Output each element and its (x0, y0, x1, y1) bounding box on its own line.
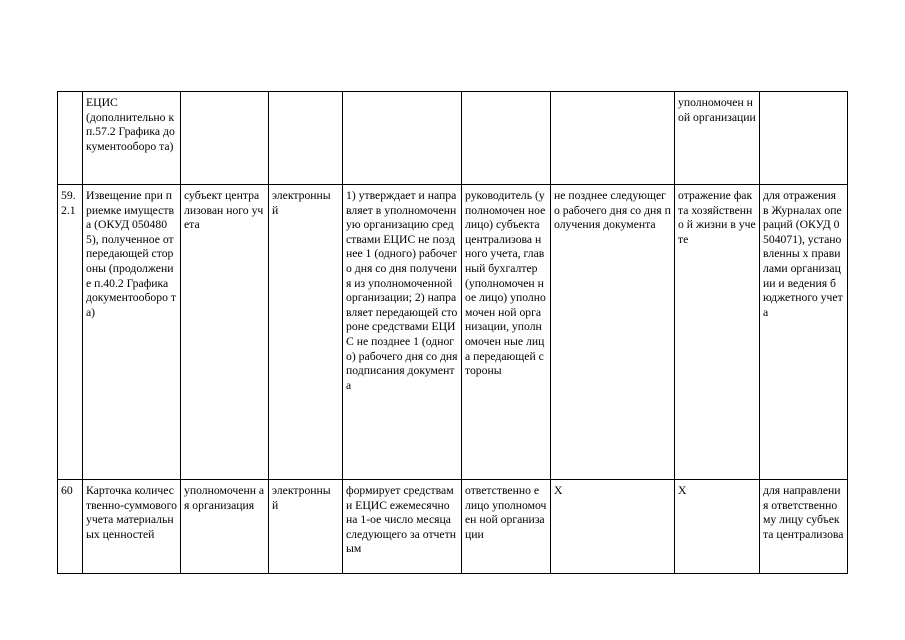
cell-purpose: для отражения в Журналах операций (ОКУД 0504071), установленны х правилами организации и ведения бюджетного учета (760, 185, 848, 480)
cell-number: 59. 2.1 (58, 185, 83, 480)
table-row (58, 92, 848, 185)
cell-form: электронны й (269, 480, 343, 574)
cell-deadline (551, 92, 675, 185)
cell-form: электронны й (269, 185, 343, 480)
cell-author (181, 92, 269, 185)
cell-number: 60 (58, 480, 83, 574)
document-table (57, 91, 848, 574)
cell-procedure: 1) утверждает и направляет в уполномоченную организацию средствами ЕЦИС не позднее 1 (одного) рабочего дня со дня получения из уполномоченной организации; 2) направляет передающей стороне средствами ЕЦИС не позднее 1 (одного) рабочего дня со дня подписания документа (343, 185, 462, 480)
cell-author: субъект централизован ного учета (181, 185, 269, 480)
cell-recipient: отражение факта хозяйственно й жизни в учете (675, 185, 760, 480)
cell-deadline: не позднее следующего рабочего дня со дня получения документа (551, 185, 675, 480)
cell-responsible (462, 92, 551, 185)
cell-responsible: руководитель (уполномочен ное лицо) субъекта централизова нного учета, главный бухгалтер (уполномочен ное лицо) уполномочен ной организации, уполномочен ные лица передающей стороны (462, 185, 551, 480)
cell-number (58, 92, 83, 185)
cell-recipient: уполномочен ной организации (675, 92, 760, 185)
cell-procedure (343, 92, 462, 185)
cell-purpose (760, 92, 848, 185)
cell-procedure: формирует средствами ЕЦИС ежемесячно на 1-ое число месяца следующего за отчетным (343, 480, 462, 574)
cell-purpose: для направления ответственно му лицу субъекта централизова (760, 480, 848, 574)
cell-responsible: ответственно е лицо уполномочен ной организации (462, 480, 551, 574)
table-row (58, 480, 848, 574)
cell-document-name: ЕЦИС (дополнительно к п.57.2 Графика документооборо та) (83, 92, 181, 185)
cell-recipient: Х (675, 480, 760, 574)
cell-form (269, 92, 343, 185)
cell-document-name: Карточка количественно-суммового учета материальных ценностей (83, 480, 181, 574)
cell-author: уполномоченн ая организация (181, 480, 269, 574)
cell-deadline: Х (551, 480, 675, 574)
table-row (58, 185, 848, 480)
cell-document-name: Извещение при приемке имущества (ОКУД 0504805), полученное от передающей стороны (продолжение п.40.2 Графика документооборо та) (83, 185, 181, 480)
